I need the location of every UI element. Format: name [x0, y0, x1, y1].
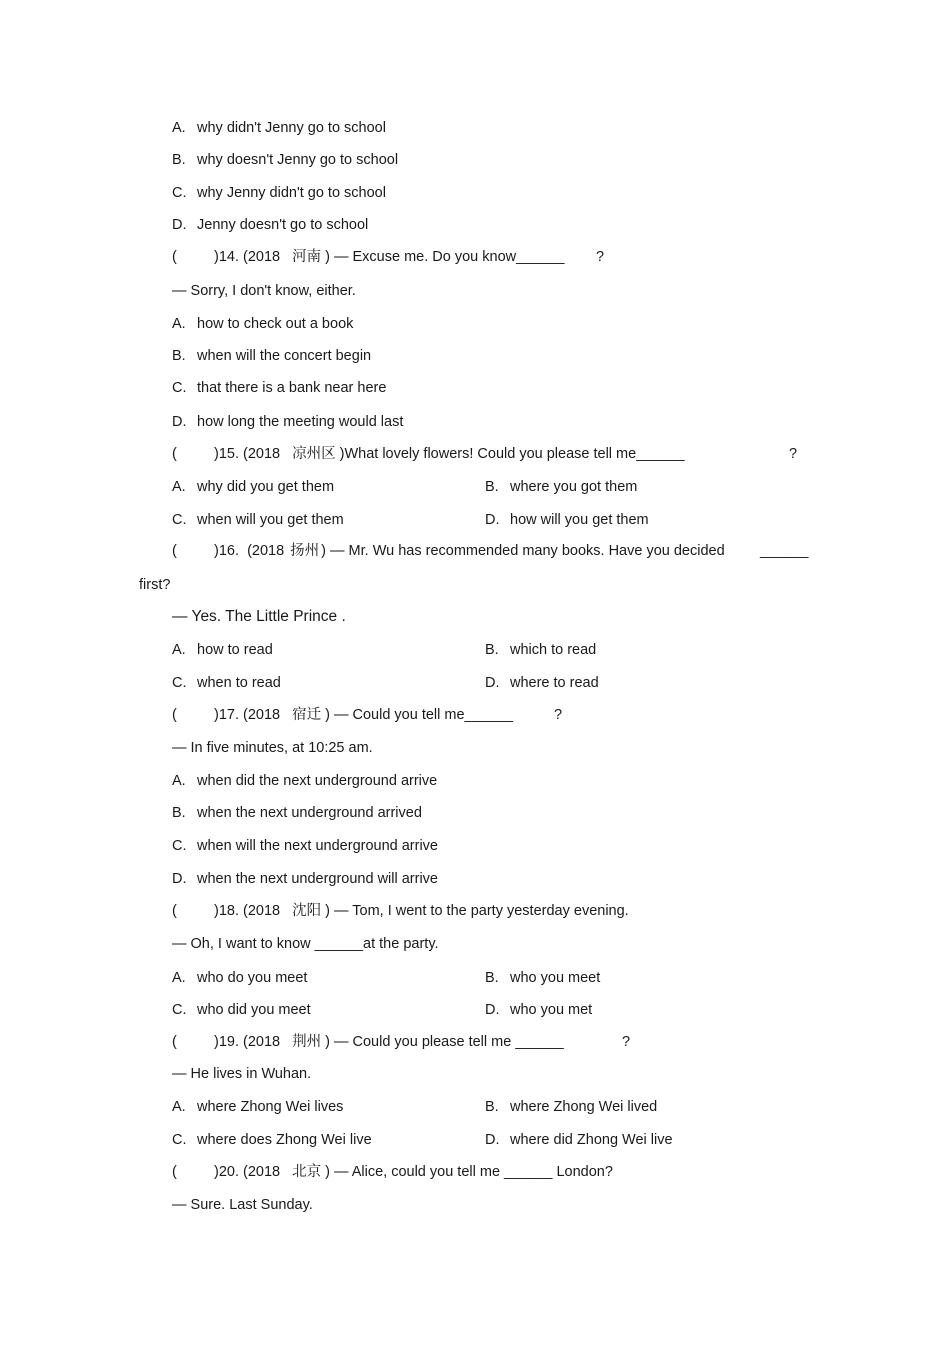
option-letter: B. [485, 1099, 499, 1115]
question-mark: ? [789, 446, 798, 462]
option-a [172, 119, 386, 137]
question-text: )What lovely flowers! Could you please tell me______ [339, 446, 685, 462]
option-a [172, 315, 353, 333]
option-text: when will the concert begin [197, 348, 372, 364]
option-text: where to read [510, 675, 599, 691]
question-source: 沈阳 [292, 903, 322, 919]
option-letter: C. [172, 838, 187, 854]
option-a [172, 772, 437, 790]
option-letter: A. [172, 479, 186, 495]
option-text: where Zhong Wei lived [510, 1099, 658, 1115]
question-year: (2018 [243, 1034, 281, 1050]
option-letter: C. [172, 512, 187, 528]
question-number: )19. [214, 1034, 239, 1050]
question-source: 河南 [292, 249, 322, 265]
question-19 [172, 1033, 564, 1051]
option-text: when the next underground will arrive [197, 871, 438, 887]
answer-paren: ( [172, 446, 177, 462]
question-number: )14. [214, 249, 239, 265]
option-a [172, 1098, 343, 1116]
option-b [485, 478, 637, 496]
option-text: how to check out a book [197, 316, 354, 332]
question-mark: ? [596, 249, 605, 265]
question-text: ) — Mr. Wu has recommended many books. Have you decided [321, 543, 725, 559]
option-b [172, 347, 371, 365]
option-text: when will the next underground arrive [197, 838, 438, 854]
question-year: (2018 [243, 1164, 281, 1180]
option-d [172, 216, 368, 234]
option-text: why doesn't Jenny go to school [197, 152, 399, 168]
reply-line: — In five minutes, at 10:25 am. [172, 740, 373, 756]
option-a [172, 641, 273, 659]
option-letter: B. [172, 805, 186, 821]
option-c [172, 674, 281, 692]
option-letter: D. [172, 871, 187, 887]
question-source: 宿迁 [292, 707, 322, 723]
option-text: Jenny doesn't go to school [197, 217, 369, 233]
option-text: why Jenny didn't go to school [197, 185, 386, 201]
option-text: why didn't Jenny go to school [197, 120, 386, 136]
option-c [172, 837, 438, 855]
option-letter: C. [172, 380, 187, 396]
option-letter: D. [172, 414, 187, 430]
option-text: why did you get them [197, 479, 335, 495]
option-text: who did you meet [197, 1002, 311, 1018]
option-text: how to read [197, 642, 273, 658]
option-letter: B. [485, 642, 499, 658]
option-b [172, 804, 422, 822]
option-text: where Zhong Wei lives [197, 1099, 344, 1115]
question-year: (2018 [247, 543, 285, 559]
question-18 [172, 902, 629, 920]
question-17 [172, 706, 513, 724]
option-d [172, 413, 403, 431]
option-letter: A. [172, 1099, 186, 1115]
option-text: where you got them [510, 479, 638, 495]
question-mark: ? [622, 1034, 631, 1050]
answer-paren: ( [172, 903, 177, 919]
question-text: ) — Excuse me. Do you know______ [325, 249, 565, 265]
answer-paren: ( [172, 249, 177, 265]
option-letter: B. [485, 970, 499, 986]
option-letter: D. [172, 217, 187, 233]
option-text: when will you get them [197, 512, 344, 528]
question-source: 北京 [292, 1164, 322, 1180]
option-letter: D. [485, 1002, 500, 1018]
option-text: how will you get them [510, 512, 649, 528]
reply-line: — Sorry, I don't know, either. [172, 283, 356, 299]
question-continuation: first? [139, 577, 171, 593]
answer-paren: ( [172, 1034, 177, 1050]
question-number: )16. [214, 543, 239, 559]
question-number: )20. [214, 1164, 239, 1180]
option-text: which to read [510, 642, 597, 658]
option-b [485, 1098, 657, 1116]
question-15 [172, 445, 685, 463]
option-c [172, 1131, 372, 1149]
question-year: (2018 [243, 707, 281, 723]
option-letter: A. [172, 773, 186, 789]
option-d [485, 511, 649, 529]
answer-paren: ( [172, 543, 177, 559]
option-text: when did the next underground arrive [197, 773, 438, 789]
option-c [172, 511, 344, 529]
option-b [172, 151, 398, 169]
question-year: (2018 [243, 446, 281, 462]
question-number: )15. [214, 446, 239, 462]
option-letter: B. [172, 348, 186, 364]
option-b [485, 641, 596, 659]
question-mark: ? [554, 707, 563, 723]
option-letter: D. [485, 675, 500, 691]
option-text: who you met [510, 1002, 593, 1018]
reply-line: — He lives in Wuhan. [172, 1066, 312, 1082]
option-letter: B. [172, 152, 186, 168]
question-number: )17. [214, 707, 239, 723]
option-text: where does Zhong Wei live [197, 1132, 372, 1148]
question-source: 荆州 [292, 1034, 322, 1050]
question-text: ) — Could you please tell me ______ [325, 1034, 564, 1050]
option-letter: C. [172, 185, 187, 201]
option-text: when the next underground arrived [197, 805, 422, 821]
option-d [172, 870, 438, 888]
option-letter: C. [172, 1132, 187, 1148]
option-c [172, 1001, 311, 1019]
question-text: ) — Could you tell me______ [325, 707, 513, 723]
question-20 [172, 1163, 613, 1181]
option-letter: B. [485, 479, 499, 495]
option-text: how long the meeting would last [197, 414, 404, 430]
question-14 [172, 248, 565, 266]
question-year: (2018 [243, 249, 281, 265]
question-text: ) — Alice, could you tell me ______ London? [325, 1164, 613, 1180]
answer-paren: ( [172, 707, 177, 723]
question-text: ) — Tom, I went to the party yesterday evening. [325, 903, 629, 919]
question-source: 扬州 [290, 543, 320, 559]
option-letter: A. [172, 642, 186, 658]
reply-line: — Sure. Last Sunday. [172, 1197, 313, 1213]
option-d [485, 1131, 673, 1149]
option-letter: D. [485, 512, 500, 528]
question-number: )18. [214, 903, 239, 919]
option-text: when to read [197, 675, 281, 691]
option-letter: A. [172, 316, 186, 332]
option-letter: A. [172, 970, 186, 986]
option-text: who you meet [510, 970, 601, 986]
option-a [172, 478, 334, 496]
question-16 [172, 542, 725, 560]
option-b [485, 969, 600, 987]
option-letter: C. [172, 675, 187, 691]
option-d [485, 674, 599, 692]
answer-paren: ( [172, 1164, 177, 1180]
option-text: that there is a bank near here [197, 380, 387, 396]
answer-blank: ______ [760, 543, 809, 559]
option-a [172, 969, 307, 987]
reply-line: — Yes. The Little Prince . [172, 608, 346, 625]
option-c [172, 379, 386, 397]
reply-line: — Oh, I want to know ______at the party. [172, 936, 439, 952]
option-text: where did Zhong Wei live [510, 1132, 673, 1148]
option-text: who do you meet [197, 970, 308, 986]
question-year: (2018 [243, 903, 281, 919]
option-letter: A. [172, 120, 186, 136]
option-d [485, 1001, 592, 1019]
option-c [172, 184, 386, 202]
option-letter: C. [172, 1002, 187, 1018]
question-source: 凉州区 [292, 446, 336, 462]
option-letter: D. [485, 1132, 500, 1148]
